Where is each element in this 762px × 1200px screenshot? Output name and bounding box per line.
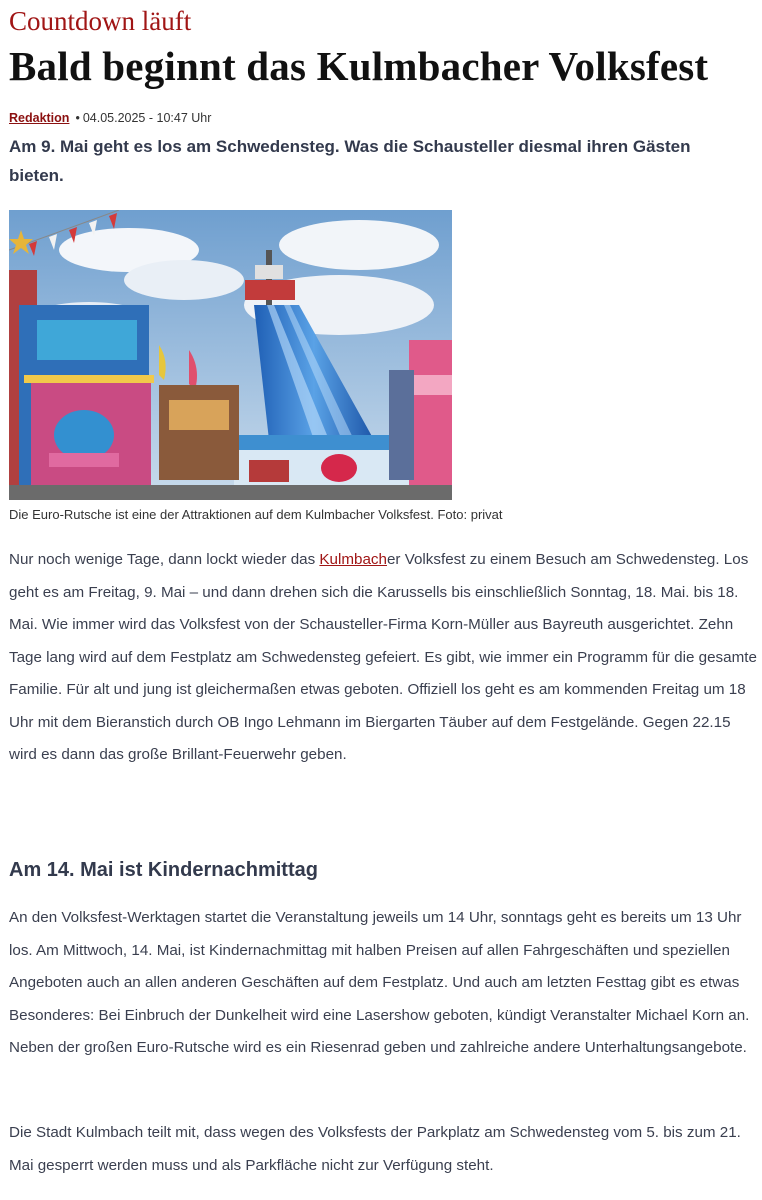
paragraph-schedule: An den Volksfest-Werktagen startet die Veranstaltung jeweils um 14 Uhr, sonntags geht es bereits um 13 Uhr los. Am Mittwoch, 14. Mai, ist Kindernachmittag mit halben Preisen auf allen Fahrgeschäften und speziellen Angeboten auch an allen anderen Geschäften auf dem Festplatz. Und auch am letzten Festtag gibt es etwas Besonderes: Bei Einbruch der Dunkelheit wird eine Lasershow geboten, kündigt Veranstalter Michael Korn an. Neben der großen Euro-Rutsche wird es ein Riesenrad geben und zahlreiche andere Unterhaltungsangebote. (9, 909, 750, 1056)
paragraph-intro-text-rest: er Volksfest zu einem Besuch am Schwedensteg. Los geht es am Freitag, 9. Mai – und dann drehen sich die Karussells bis einschließlich Sonntag, 18. Mai. bis 18. Mai. Wie immer wird das Volksfest von der Schausteller-Firma Korn-Müller aus Bayreuth ausgerichtet. Zehn Tage lang wird auf dem Festplatz am Schwedensteg gefeiert. Es gibt, wie immer ein Programm für die gesamte Familie. Für alt und jung ist gleichermaßen etwas geboten. Offiziell los geht es am kommenden Freitag um 18 Uhr mit dem Bieranstich durch OB Ingo Lehmann im Biergarten Täuber auf dem Festgelände. Gegen 22.15 wird es dann das große Brillant-Feuerwehr geben. (9, 551, 757, 763)
article-lead: Am 9. Mai geht es los am Schwedensteg. Was die Schausteller diesmal ihren Gästen bieten. (9, 137, 691, 185)
section-heading-kindernachmittag: Am 14. Mai ist Kindernachmittag (9, 859, 318, 881)
photo-euro-rutsche (9, 210, 452, 500)
paragraph-intro (9, 544, 757, 772)
article-photo[interactable] (9, 210, 452, 500)
kulmbach-link[interactable]: Kulmbach (319, 551, 387, 568)
article-meta (9, 111, 211, 125)
article-headline: Bald beginnt das Kulmbacher Volksfest (9, 43, 709, 89)
author-link[interactable]: Redaktion (9, 111, 70, 125)
paragraph-parking: Die Stadt Kulmbach teilt mit, dass wegen des Volksfests der Parkplatz am Schwedensteg vom 5. bis zum 21. Mai gesperrt werden muss und als Parkfläche nicht zur Verfügung steht. (9, 1124, 741, 1174)
meta-separator: • (75, 111, 80, 125)
paragraph-intro-text-start: Nur noch wenige Tage, dann lockt wieder das (9, 551, 320, 568)
publish-date: 04.05.2025 - 10:47 Uhr (82, 111, 212, 125)
article-kicker: Countdown läuft (9, 6, 192, 36)
photo-caption: Die Euro-Rutsche ist eine der Attraktionen auf dem Kulmbacher Volksfest. Foto: privat (9, 507, 503, 522)
